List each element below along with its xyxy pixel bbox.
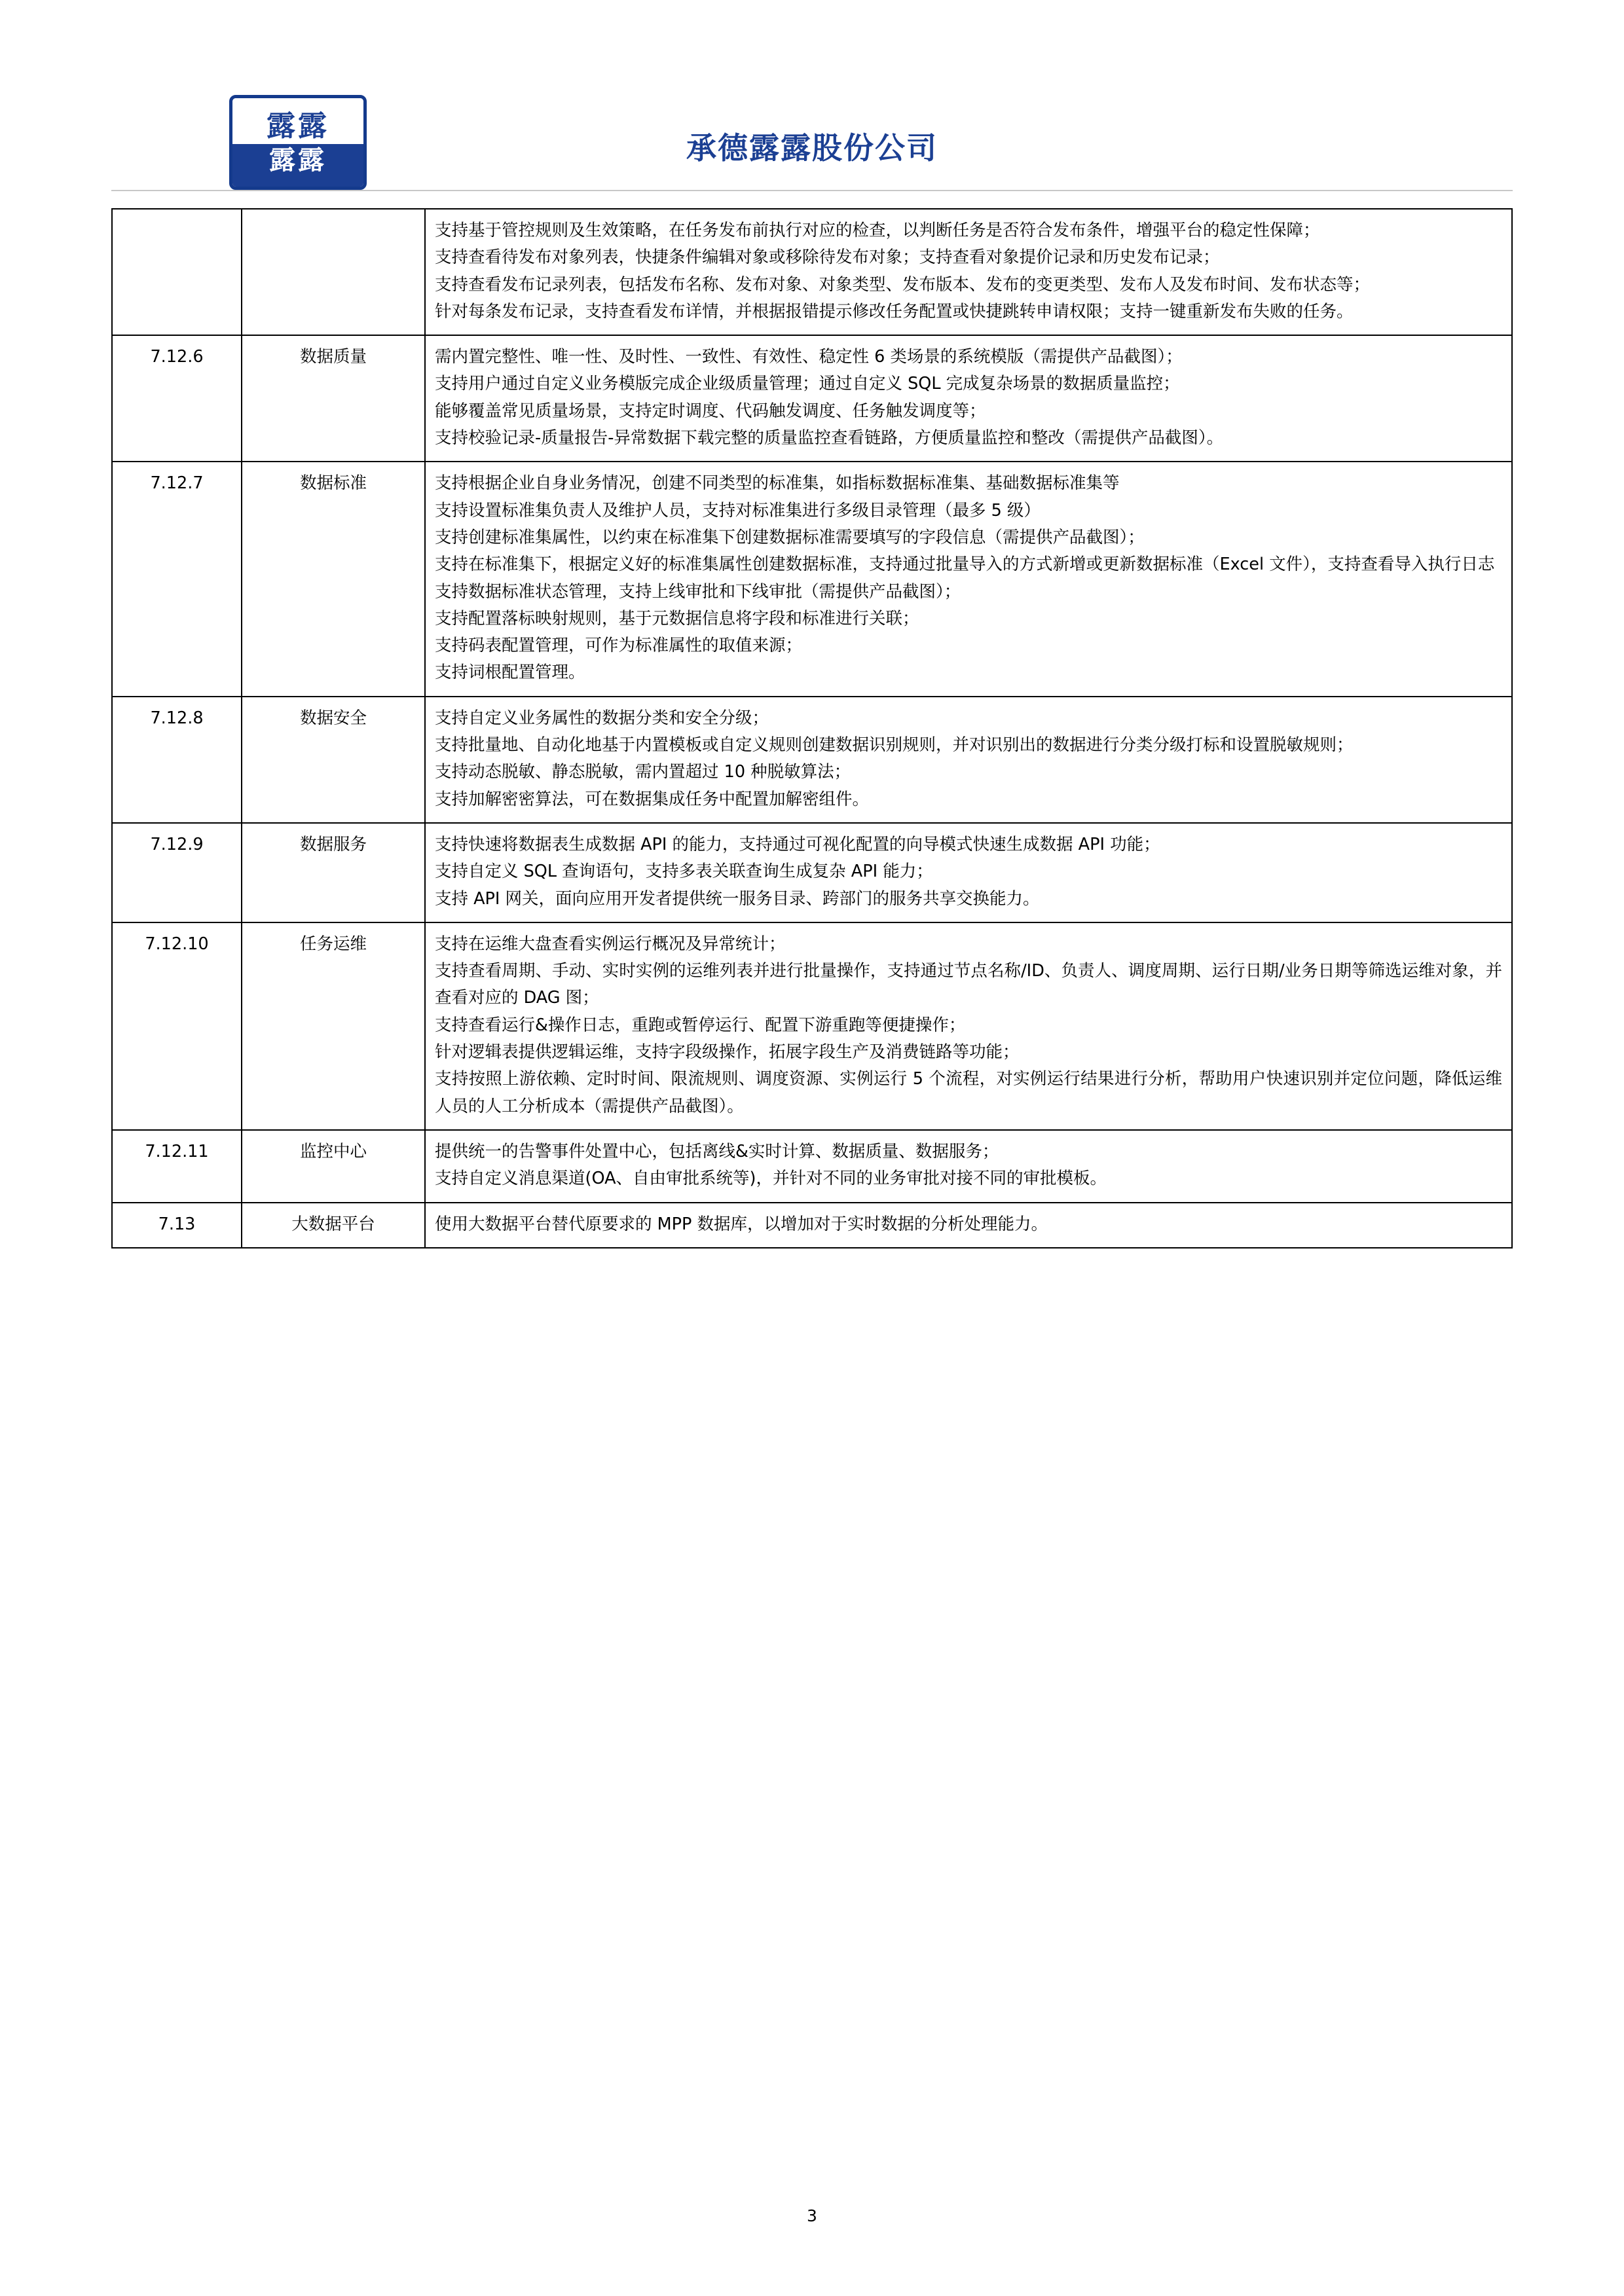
desc-line: 针对每条发布记录，支持查看发布详情，并根据报错提示修改任务配置或快捷跳转申请权限；支持一键重新发布失败的任务。 [435, 301, 1354, 321]
row-description [425, 1130, 1512, 1203]
row-description [425, 1203, 1512, 1248]
table-row [112, 823, 1512, 922]
requirements-table [111, 208, 1513, 1248]
desc-line: 支持在标准集下，根据定义好的标准集属性创建数据标准，支持通过批量导入的方式新增或更新数据标准（Excel 文件），支持查看导入执行日志 [435, 555, 1495, 575]
desc-line: 支持自定义 SQL 查询语句，支持多表关联查询生成复杂 API 能力； [435, 862, 933, 882]
desc-line: 支持词根配置管理。 [435, 663, 585, 683]
row-description [425, 335, 1512, 462]
desc-line: 支持数据标准状态管理，支持上线审批和下线审批（需提供产品截图）； [435, 581, 961, 602]
desc-line: 支持查看发布记录列表，包括发布名称、发布对象、对象类型、发布版本、发布的变更类型、发布人及发布时间、发布状态等； [435, 274, 1371, 295]
desc-line: 支持设置标准集负责人及维护人员，支持对标准集进行多级目录管理（最多 5 级） [435, 500, 1041, 520]
table-body [112, 209, 1512, 1248]
desc-line: 支持基于管控规则及生效策略，在任务发布前执行对应的检查，以判断任务是否符合发布条件，增强平台的稳定性保障； [435, 221, 1320, 240]
desc-line: 使用大数据平台替代原要求的 MPP 数据库，以增加对于实时数据的分析处理能力。 [435, 1214, 1048, 1234]
desc-line: 支持配置落标映射规则，基于元数据信息将字段和标准进行关联； [435, 608, 919, 629]
desc-line: 支持查看周期、手动、实时实例的运维列表并进行批量操作，支持通过节点名称/ID、负责人、调度周期、运行日期/业务日期等筛选运维对象，并查看对应的 DAG 图； [435, 961, 1502, 1008]
row-number [112, 209, 242, 335]
desc-line: 支持用户通过自定义业务模版完成企业级质量管理；通过自定义 SQL 完成复杂场景的数据质量监控； [435, 374, 1180, 394]
desc-line: 需内置完整性、唯一性、及时性、一致性、有效性、稳定性 6 类场景的系统模版（需提供产品截图）； [435, 347, 1183, 367]
desc-line: 支持查看待发布对象列表，快捷条件编辑对象或移除待发布对象；支持查看对象提价记录和历史发布记录； [435, 247, 1220, 268]
row-name: 数据质量 [242, 335, 425, 462]
row-description [425, 922, 1512, 1130]
logo-bottom-text: 露露 [269, 145, 327, 175]
row-name [242, 209, 425, 335]
desc-line: 能够覆盖常见质量场景，支持定时调度、代码触发调度、任务触发调度等； [435, 401, 986, 421]
company-title: 承德露露股份公司 [686, 130, 938, 166]
row-description [425, 462, 1512, 696]
desc-line: 支持自定义消息渠道(OA、自由审批系统等)，并针对不同的业务审批对接不同的审批模板。 [435, 1169, 1107, 1189]
row-description [425, 823, 1512, 922]
row-number: 7.12.6 [112, 335, 242, 462]
page-number: 3 [807, 2206, 817, 2225]
row-name: 任务运维 [242, 922, 425, 1130]
desc-line: 支持动态脱敏、静态脱敏，需内置超过 10 种脱敏算法； [435, 762, 851, 782]
desc-line: 支持码表配置管理，可作为标准属性的取值来源； [435, 636, 803, 656]
row-name: 监控中心 [242, 1130, 425, 1203]
table-row [112, 1203, 1512, 1248]
row-number: 7.12.8 [112, 697, 242, 823]
row-name: 大数据平台 [242, 1203, 425, 1248]
logo-top-text: 露露 [267, 109, 329, 143]
table-row [112, 335, 1512, 462]
row-number: 7.12.11 [112, 1130, 242, 1203]
table-row [112, 462, 1512, 696]
row-number: 7.13 [112, 1203, 242, 1248]
desc-line: 支持在运维大盘查看实例运行概况及异常统计； [435, 934, 786, 954]
desc-line: 针对逻辑表提供逻辑运维，支持字段级操作，拓展字段生产及消费链路等功能； [435, 1042, 1020, 1063]
desc-line: 支持查看运行&操作日志，重跑或暂停运行、配置下游重跑等便捷操作； [435, 1015, 966, 1035]
table-row [112, 922, 1512, 1130]
table-row [112, 1130, 1512, 1203]
table-row [112, 697, 1512, 823]
desc-line: 提供统一的告警事件处置中心，包括离线&实时计算、数据质量、数据服务； [435, 1141, 999, 1161]
desc-line: 支持创建标准集属性，以约束在标准集下创建数据标准需要填写的字段信息（需提供产品截图）； [435, 527, 1145, 547]
row-number: 7.12.9 [112, 823, 242, 922]
desc-line: 支持根据企业自身业务情况，创建不同类型的标准集，如指标数据标准集、基础数据标准集等 [435, 473, 1120, 494]
header-divider [111, 190, 1513, 191]
desc-line: 支持自定义业务属性的数据分类和安全分级； [435, 708, 769, 728]
row-name: 数据标准 [242, 462, 425, 696]
row-description [425, 209, 1512, 335]
desc-line: 支持按照上游依赖、定时时间、限流规则、调度资源、实例运行 5 个流程，对实例运行结果进行分析，帮助用户快速识别并定位问题，降低运维人员的人工分析成本（需提供产品截图）。 [435, 1069, 1502, 1116]
desc-line: 支持 API 网关，面向应用开发者提供统一服务目录、跨部门的服务共享交换能力。 [435, 888, 1040, 909]
desc-line: 支持快速将数据表生成数据 API 的能力，支持通过可视化配置的向导模式快速生成数据 API 功能； [435, 834, 1160, 854]
desc-line: 支持加解密密算法，可在数据集成任务中配置加解密组件。 [435, 789, 870, 809]
row-description [425, 697, 1512, 823]
row-name: 数据安全 [242, 697, 425, 823]
page-header [111, 79, 1513, 203]
table-row [112, 209, 1512, 335]
row-name: 数据服务 [242, 823, 425, 922]
desc-line: 支持批量地、自动化地基于内置模板或自定义规则创建数据识别规则，并对识别出的数据进行分类分级打标和设置脱敏规则； [435, 735, 1354, 756]
row-number: 7.12.10 [112, 922, 242, 1130]
row-number: 7.12.7 [112, 462, 242, 696]
desc-line: 支持校验记录-质量报告-异常数据下载完整的质量监控查看链路，方便质量监控和整改（需提供产品截图）。 [435, 428, 1224, 448]
